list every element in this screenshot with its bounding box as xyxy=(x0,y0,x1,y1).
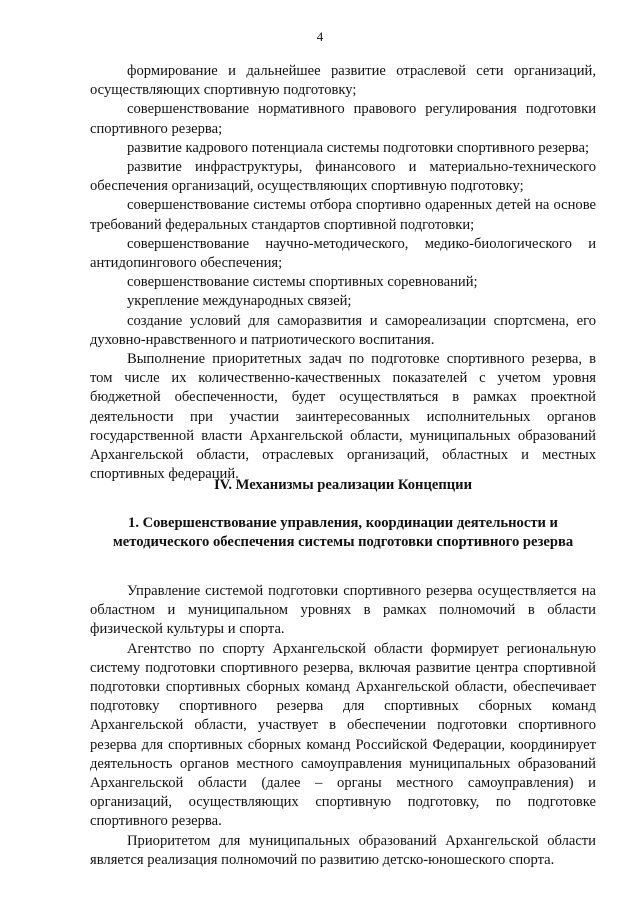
list-item: совершенствование системы спортивных соревнований; xyxy=(127,274,478,291)
implementation-paragraph: Выполнение приоритетных задач по подготовке спортивного резерва, в том числе их количественно-качественных показателей с учетом уровня бюджетной обеспеченности, будет осуществляться в рамках проектной деятельности при участии заинтересованных исполнительных органов государственной власти Архангельской области, муниципальных образований Архангельской области, отраслевых организаций, областных и местных спортивных федераций. xyxy=(90,351,596,483)
section-heading: IV. Механизмы реализации Концепции xyxy=(214,477,472,493)
goals-list xyxy=(90,62,596,484)
list-item: укрепление международных связей; xyxy=(127,293,352,310)
body-paragraph: Приоритетом для муниципальных образований Архангельской области является реализация полномочий по развитию детско-юношеского спорта. xyxy=(90,832,596,868)
list-item: совершенствование нормативного правового регулирования подготовки спортивного резерва; xyxy=(90,101,596,137)
list-item: создание условий для саморазвития и самореализации спортсмена, его духовно-нравственного и патриотического воспитания. xyxy=(90,312,596,348)
list-item: совершенствование системы отбора спортивно одаренных детей на основе требований федеральных стандартов спортивной подготовки; xyxy=(90,197,596,233)
page-number: 4 xyxy=(316,29,324,44)
body-paragraph: Агентство по спорту Архангельской области формирует региональную систему подготовки спортивного резерва, включая развитие центра спортивной подготовки спортивных сборных команд Архангельской области, обеспечивает подготовку спортивного резерва для спортивных сборных команд Архангельской области, участвует в обеспечении подготовки спортивного резерва для спортивных сборных команд Российской Федерации, координирует деятельность органов местного самоуправления муниципальных образований Архангельской области (далее – органы местного самоуправления) и организаций, осуществляющих спортивную подготовку, по подготовке спортивного резерва. xyxy=(90,640,596,830)
list-item: совершенствование научно-методического, медико-биологического и антидопингового обеспечения; xyxy=(90,235,596,272)
list-item: формирование и дальнейшее развитие отраслевой сети организаций, осуществляющих спортивную подготовку; xyxy=(90,63,596,99)
subsection-heading: 1. Совершенствование управления, координации деятельности и методического обеспечения системы подготовки спортивного резерва xyxy=(112,515,574,551)
section-body xyxy=(90,582,596,870)
body-paragraph: Управление системой подготовки спортивного резерва осуществляется на областном и муниципальном уровнях в рамках полномочий в области физической культуры и спорта. xyxy=(90,583,596,638)
list-item: развитие кадрового потенциала системы подготовки спортивного резерва; xyxy=(127,139,590,156)
list-item: развитие инфраструктуры, финансового и материально-технического обеспечения организаций, осуществляющих спортивную подготовку; xyxy=(90,159,596,195)
